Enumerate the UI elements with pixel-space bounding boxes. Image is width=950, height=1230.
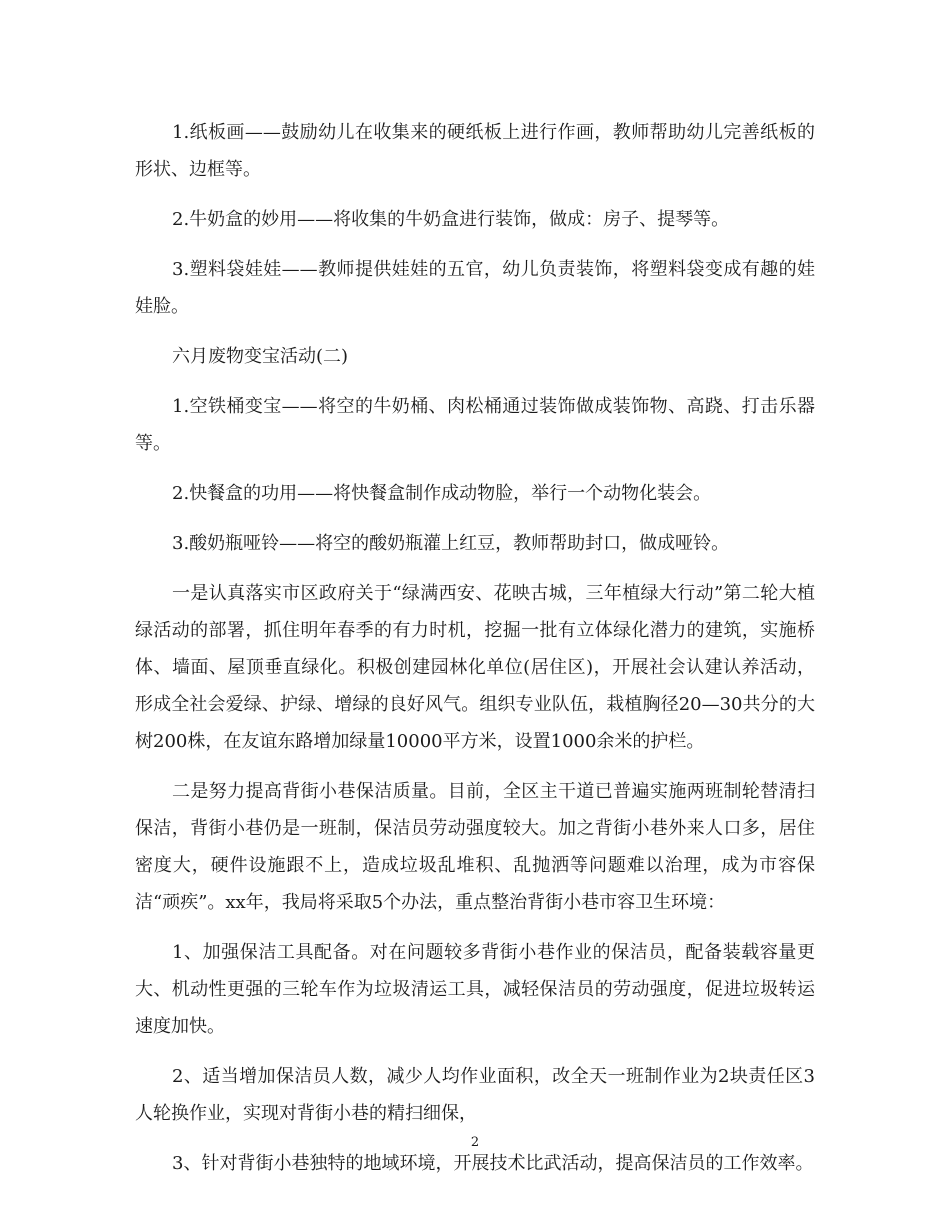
paragraph-1: 1.纸板画——鼓励幼儿在收集来的硬纸板上进行作画，教师帮助幼儿完善纸板的形状、边框等。 — [135, 122, 815, 180]
paragraph-2: 2.牛奶盒的妙用——将收集的牛奶盒进行装饰，做成：房子、提琴等。 — [172, 209, 730, 230]
page-number: 2 — [470, 1135, 480, 1150]
paragraph-3: 3.塑料袋娃娃——教师提供娃娃的五官，幼儿负责装饰，将塑料袋变成有趣的娃娃脸。 — [135, 259, 815, 317]
paragraph-10: 1、加强保洁工具配备。对在问题较多背街小巷作业的保洁员，配备装载容量更大、机动性更强的三轮车作为垃圾清运工具，减轻保洁员的劳动强度，促进垃圾转运速度加快。 — [135, 942, 815, 1037]
paragraph-5: 1.空铁桶变宝——将空的牛奶桶、肉松桶通过装饰做成装饰物、高跷、打击乐器等。 — [135, 396, 815, 454]
paragraph-6: 2.快餐盒的功用——将快餐盒制作成动物脸，举行一个动物化装会。 — [172, 483, 712, 504]
paragraph-8: 一是认真落实市区政府关于“绿满西安、花映古城，三年植绿大行动”第二轮大植绿活动的部署，抓住明年春季的有力时机，挖掘一批有立体绿化潜力的建筑，实施桥体、墙面、屋顶垂直绿化。积极创建园林化单位(居住区)，开展社会认建认养活动，形成全社会爱绿、护绿、增绿的良好风气。组织专业队伍，栽植胸径20—30共分的大树200株，在友谊东路增加绿量10000平方米，设置1000余米的护栏。 — [135, 583, 815, 752]
section-heading: 六月废物变宝活动(二) — [172, 346, 349, 367]
paragraph-9: 二是努力提高背街小巷保洁质量。目前，全区主干道已普遍实施两班制轮替清扫保洁，背街小巷仍是一班制，保洁员劳动强度较大。加之背街小巷外来人口多，居住密度大，硬件设施跟不上，造成垃圾乱堆积、乱抛洒等问题难以治理，成为市容保洁“顽疾”。xx年，我局将采取5个办法，重点整治背街小巷市容卫生环境： — [135, 781, 815, 913]
paragraph-12: 3、针对背街小巷独特的地域环境，开展技术比武活动，提高保洁员的工作效率。 — [172, 1153, 814, 1174]
paragraph-11: 2、适当增加保洁员人数，减少人均作业面积，改全天一班制作业为2块责任区3人轮换作业，实现对背街小巷的精扫细保， — [135, 1066, 815, 1124]
document-body — [135, 114, 815, 1195]
paragraph-7: 3.酸奶瓶哑铃——将空的酸奶瓶灌上红豆，教师帮助封口，做成哑铃。 — [172, 533, 730, 554]
